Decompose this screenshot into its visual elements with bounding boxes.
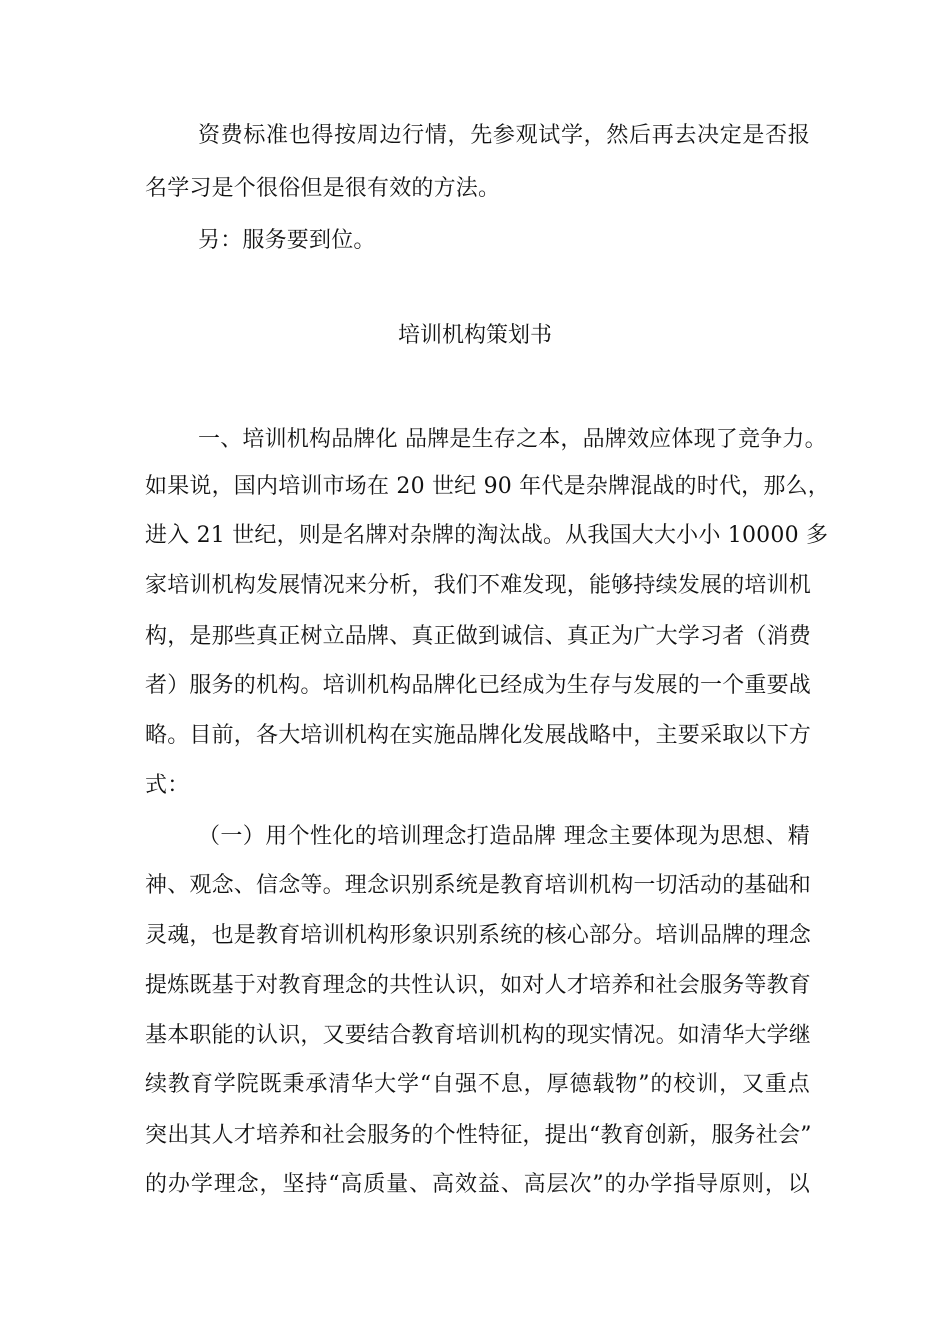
intro-note: 另：服务要到位。 bbox=[198, 228, 376, 253]
section1-line-8: 式： bbox=[145, 773, 190, 798]
subsection1-line-1: （一）用个性化的培训理念打造品牌 理念主要体现为思想、精 bbox=[198, 824, 810, 849]
subsection1-line-3: 灵魂，也是教育培训机构形象识别系统的核心部分。培训品牌的理念 bbox=[145, 923, 812, 948]
section1-line-6: 者）服务的机构。培训机构品牌化已经成为生存与发展的一个重要战 bbox=[145, 673, 812, 698]
section1-line-1: 一、培训机构品牌化 品牌是生存之本，品牌效应体现了竞争力。 bbox=[198, 427, 827, 452]
section1-line-5: 构，是那些真正树立品牌、真正做到诚信、真正为广大学习者（消费 bbox=[145, 624, 812, 649]
subsection1-line-7: 突出其人才培养和社会服务的个性特征，提出“教育创新，服务社会” bbox=[145, 1123, 812, 1148]
subsection1-line-6: 续教育学院既秉承清华大学“自强不息，厚德载物”的校训，又重点 bbox=[145, 1072, 810, 1097]
subsection1-line-8: 的办学理念，坚持“高质量、高效益、高层次”的办学指导原则，以 bbox=[145, 1172, 810, 1197]
subsection1-line-5: 基本职能的认识，又要结合教育培训机构的现实情况。如清华大学继 bbox=[145, 1023, 812, 1048]
section1-line-2: 如果说，国内培训市场在 20 世纪 90 年代是杂牌混战的时代，那么， bbox=[145, 474, 830, 499]
section1-line-4: 家培训机构发展情况来分析，我们不难发现，能够持续发展的培训机 bbox=[145, 573, 812, 598]
intro-line-2: 名学习是个很俗但是很有效的方法。 bbox=[145, 176, 501, 201]
subsection1-line-4: 提炼既基于对教育理念的共性认识，如对人才培养和社会服务等教育 bbox=[145, 973, 812, 998]
subsection1-line-2: 神、观念、信念等。理念识别系统是教育培训机构一切活动的基础和 bbox=[145, 873, 812, 898]
document-title: 培训机构策划书 bbox=[397, 323, 552, 348]
intro-line-1: 资费标准也得按周边行情，先参观试学，然后再去决定是否报 bbox=[198, 123, 810, 148]
section1-line-3: 进入 21 世纪，则是名牌对杂牌的淘汰战。从我国大大小小 10000 多 bbox=[145, 523, 829, 548]
section1-line-7: 略。目前，各大培训机构在实施品牌化发展战略中，主要采取以下方 bbox=[145, 723, 812, 748]
